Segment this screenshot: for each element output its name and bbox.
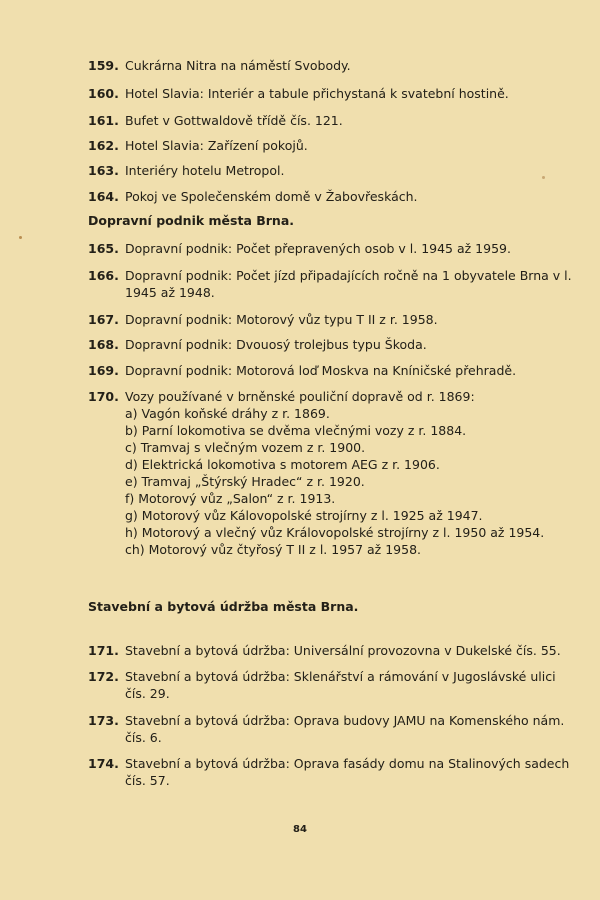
entry-number: 165. <box>88 241 119 256</box>
entry-number: 161. <box>88 113 119 128</box>
list-item: a) Vagón koňské dráhy z r. 1869. <box>125 406 330 421</box>
entry-text: Cukrárna Nitra na náměstí Svobody. <box>125 58 351 73</box>
entry-number: 173. <box>88 713 119 728</box>
entry-text: Stavební a bytová údržba: Oprava budovy JAMU na Komenského nám. čís. 6. <box>125 713 565 745</box>
entry-text: Dopravní podnik: Motorová loď Moskva na Kníničské přehradě. <box>125 363 517 378</box>
entry-number: 163. <box>88 163 119 178</box>
page-number: 84 <box>293 824 307 835</box>
entry-text: Pokoj ve Společenském domě v Žabovřeskách. <box>125 189 418 204</box>
entry-text: Vozy používané v brněnské pouliční dopravě od r. 1869: <box>125 389 475 404</box>
list-item: b) Parní lokomotiva se dvěma vlečnými vozy z r. 1884. <box>125 423 467 438</box>
list-item: h) Motorový a vlečný vůz Královopolské strojírny z l. 1950 až 1954. <box>125 525 545 540</box>
entry-body <box>125 388 580 558</box>
entry-number: 162. <box>88 138 119 153</box>
entry-number: 169. <box>88 363 119 378</box>
entry-text: Dopravní podnik: Dvouosý trolejbus typu Škoda. <box>125 337 427 352</box>
entry-text: Hotel Slavia: Interiér a tabule přichystaná k svatební hostině. <box>125 86 509 101</box>
list-item: c) Tramvaj s vlečným vozem z r. 1900. <box>125 440 366 455</box>
entry-number: 170. <box>88 389 119 404</box>
list-item: ch) Motorový vůz čtyřosý T II z l. 1957 až 1958. <box>125 542 422 557</box>
entry-text: Bufet v Gottwaldově třídě čís. 121. <box>125 113 343 128</box>
sub-list <box>125 405 580 558</box>
entry-text: Dopravní podnik: Počet jízd připadajících ročně na 1 obyvatele Brna v l. 1945 až 1948. <box>125 268 572 300</box>
entry-number: 167. <box>88 312 119 327</box>
section-heading-transport: Dopravní podnik města Brna. <box>88 213 295 228</box>
entry-number: 171. <box>88 643 119 658</box>
list-item: f) Motorový vůz „Salon“ z r. 1913. <box>125 491 336 506</box>
entry-number: 172. <box>88 669 119 684</box>
entry-text: Stavební a bytová údržba: Oprava fasády domu na Stalinových sadech čís. 57. <box>125 756 570 788</box>
entry-number: 168. <box>88 337 119 352</box>
entry-text: Interiéry hotelu Metropol. <box>125 163 285 178</box>
entry-number: 166. <box>88 268 119 283</box>
entry-number: 164. <box>88 189 119 204</box>
section-heading-maintenance: Stavební a bytová údržba města Brna. <box>88 599 359 614</box>
entry-number: 159. <box>88 58 119 73</box>
list-item: e) Tramvaj „Štýrský Hradec“ z r. 1920. <box>125 474 365 489</box>
list-item: g) Motorový vůz Kálovopolské strojírny z l. 1925 až 1947. <box>125 508 483 523</box>
paper-speck <box>19 236 22 239</box>
entry-text: Dopravní podnik: Počet přepravených osob v l. 1945 až 1959. <box>125 241 511 256</box>
entry-text: Dopravní podnik: Motorový vůz typu T II z r. 1958. <box>125 312 438 327</box>
list-item: d) Elektrická lokomotiva s motorem AEG z r. 1906. <box>125 457 440 472</box>
entry-text: Stavební a bytová údržba: Sklenářství a rámování v Jugoslávské ulici čís. 29. <box>125 669 556 701</box>
entry-number: 160. <box>88 86 119 101</box>
entry-number: 174. <box>88 756 119 771</box>
paper-speck <box>542 176 545 179</box>
entry-text: Hotel Slavia: Zařízení pokojů. <box>125 138 308 153</box>
entry-text: Stavební a bytová údržba: Universální provozovna v Dukelské čís. 55. <box>125 643 561 658</box>
